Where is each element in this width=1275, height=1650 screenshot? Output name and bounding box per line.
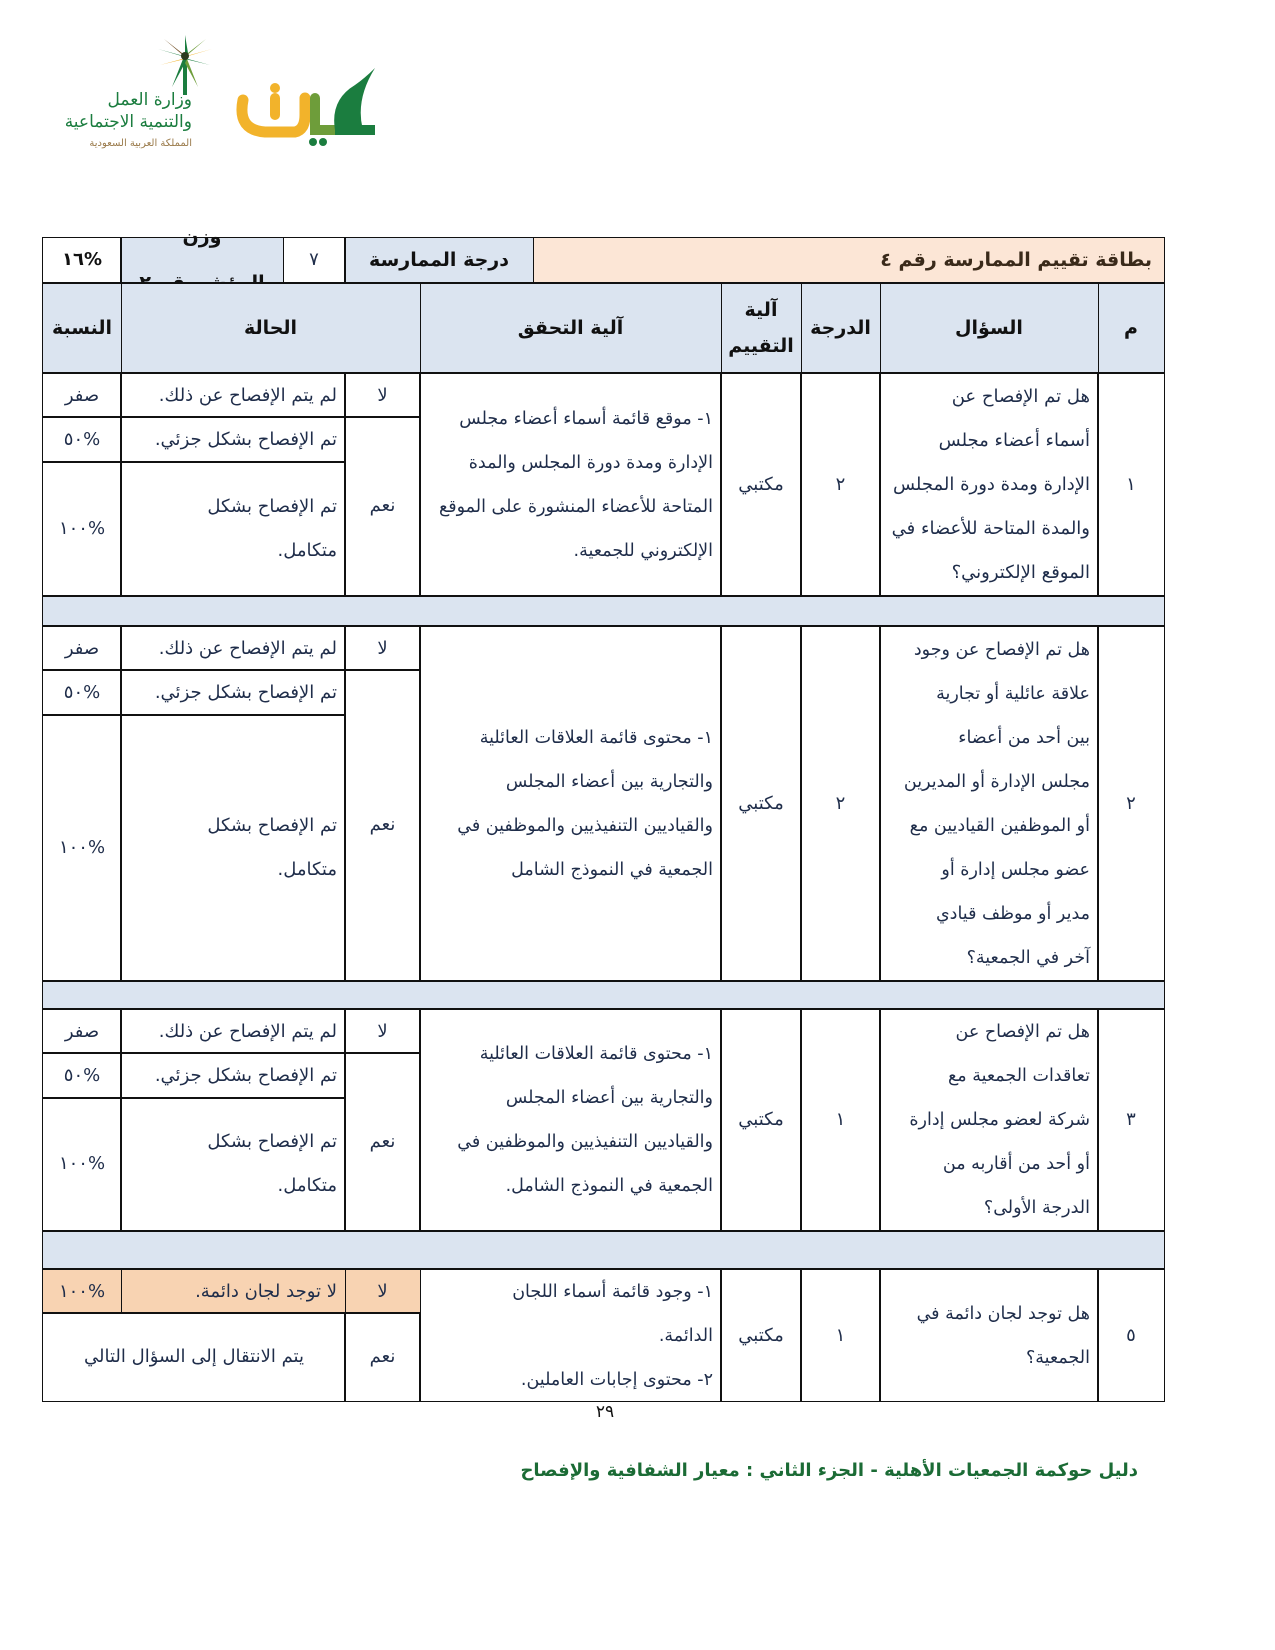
full-status [120,461,346,596]
indicator-weight-value [42,237,122,283]
partial-ratio-text: %٥٠ [63,681,101,703]
row-num [1097,1269,1165,1402]
footer-title: دليل حوكمة الجمعيات الأهلية - الجزء الثاني : معيار الشفافية والإفصاح [520,1460,1138,1481]
card-title-text: بطاقة تقييم الممارسة رقم ٤ [880,249,1152,271]
no-ratio-text: صفر [64,1020,100,1042]
row-verification [419,626,722,981]
full-ratio-text: %١٠٠ [58,836,106,858]
col-header-score-text: الدرجة [810,317,871,339]
full-status-line: تم الإفصاح بشكل [207,1131,337,1152]
full-status-line: تم الإفصاح بشكل [207,814,337,836]
yes-label [344,1052,421,1231]
full-ratio-text: %١٠٠ [58,517,106,539]
no-ratio [42,1269,122,1314]
no-ratio-text: صفر [64,384,100,406]
partial-status-text: تم الإفصاح بشكل جزئي. [154,428,337,450]
question-line: هل توجد لجان دائمة في [916,1303,1090,1324]
row-question [879,1009,1099,1231]
no-ratio-text: %١٠٠ [58,1280,106,1302]
verification-line: الإلكتروني للجمعية. [573,540,713,561]
row-score-text: ٢ [835,473,846,495]
row-verification [419,373,722,596]
col-header-method-line1: آلية [744,299,778,321]
col-header-method-line2: التقييم [728,335,794,357]
no-status-text: لم يتم الإفصاح عن ذلك. [158,384,337,406]
row-verification [419,1269,722,1402]
verification-line: ١- وجود قائمة أسماء اللجان [512,1281,713,1302]
verification-line: الإدارة ومدة دورة المجلس والمدة [468,452,713,473]
yes-label-text: نعم [369,1346,396,1367]
yes-label [344,669,421,981]
separator-band [42,981,1165,1009]
row-score-text: ١ [835,1324,846,1346]
ministry-name-line1: وزارة العمل [107,90,192,110]
question-line: هل تم الإفصاح عن [955,1022,1090,1042]
col-header-num [1097,283,1165,373]
no-status-text: لم يتم الإفصاح عن ذلك. [158,1020,337,1042]
row-num [1097,1009,1165,1231]
row-score-text: ٢ [835,792,846,814]
row-question [879,373,1099,596]
full-status [120,1097,346,1231]
row-num-text: ١ [1126,473,1136,495]
yes-status-text: يتم الانتقال إلى السؤال التالي [84,1346,304,1367]
question-line: الدرجة الأولى؟ [983,1198,1090,1218]
no-status [120,373,346,418]
yes-label-text: نعم [369,1130,396,1152]
question-line: تعاقدات الجمعية مع [947,1066,1090,1086]
row-num [1097,626,1165,981]
full-status-line: تم الإفصاح بشكل [207,495,337,517]
col-header-question-text: السؤال [955,317,1023,339]
question-line: الجمعية؟ [1025,1347,1090,1368]
question-line: آخر في الجمعية؟ [966,947,1090,968]
no-label-text: لا [377,1280,388,1302]
row-method [720,626,802,981]
row-num-text: ٥ [1126,1324,1136,1346]
question-line: الموقع الإلكتروني؟ [951,561,1090,583]
verification-line: ١- محتوى قائمة العلاقات العائلية [479,1044,713,1064]
verification-line: المتاحة للأعضاء المنشورة على الموقع [438,496,713,517]
col-header-score [800,283,881,373]
no-label [344,373,421,418]
verification-line: ١- موقع قائمة أسماء أعضاء مجلس [459,408,713,429]
question-line: مدير أو موظف قيادي [935,903,1090,924]
row-score [800,1009,881,1231]
yes-label-text: نعم [369,814,396,835]
no-ratio [42,1009,122,1054]
row-method [720,373,802,596]
row-method-text: مكتبي [738,1109,784,1130]
col-header-method [720,283,802,373]
no-status-text: لا توجد لجان دائمة. [195,1280,337,1302]
full-ratio [42,1097,122,1231]
page-number: ٢٩ [595,1402,615,1422]
no-status [120,1269,346,1314]
row-num [1097,373,1165,596]
verification-line: ٢- محتوى إجابات العاملين. [520,1369,713,1390]
partial-status [120,669,346,716]
palm-tree-icon [150,35,220,97]
partial-ratio [42,1052,122,1099]
no-status-text: لم يتم الإفصاح عن ذلك. [158,637,337,659]
ministry-name-line2: والتنمية الاجتماعية [64,112,192,132]
indicator-weight-label-text: وزن [182,226,222,248]
row-method-text: مكتبي [738,1324,784,1346]
row-method-text: مكتبي [738,792,784,814]
row-method [720,1269,802,1402]
full-status-line: متكامل. [277,539,337,561]
yes-status [42,1312,346,1402]
row-score-text: ١ [835,1109,846,1130]
full-status [120,714,346,981]
yes-label-text: نعم [369,495,396,516]
row-method-text: مكتبي [738,473,784,495]
verification-line: والتجارية بين أعضاء المجلس [505,1088,713,1108]
question-line: أو الموظفين القياديين مع [909,815,1090,836]
partial-ratio [42,416,122,463]
full-status-line: متكامل. [277,1175,337,1196]
row-method [720,1009,802,1231]
no-ratio [42,373,122,418]
verification-line: الجمعية في النموذج الشامل [511,859,713,880]
no-status [120,1009,346,1054]
no-status [120,626,346,671]
partial-status-text: تم الإفصاح بشكل جزئي. [154,681,337,703]
full-ratio [42,461,122,596]
col-header-status [120,283,421,373]
practice-degree-value [282,237,346,283]
card-title [532,237,1165,283]
col-header-verification-text: آلية التحقق [517,317,624,339]
row-num-text: ٣ [1126,1109,1136,1130]
verification-line: والقياديين التنفيذيين والموظفين في [457,1132,713,1152]
no-label-text: لا [377,637,388,659]
no-label-text: لا [377,1020,388,1042]
separator-band [42,1231,1165,1269]
col-header-ratio-text: النسبة [52,317,113,339]
no-label-text: لا [377,384,388,406]
col-header-num-text: م [1124,317,1138,339]
verification-line: الجمعية في النموذج الشامل. [505,1176,713,1196]
row-verification [419,1009,722,1231]
question-line: عضو مجلس إدارة أو [941,859,1090,880]
full-ratio [42,714,122,981]
question-line: هل تم الإفصاح عن وجود [913,639,1090,660]
row-question [879,626,1099,981]
partial-ratio-text: %٥٠ [63,428,101,450]
question-line: والمدة المتاحة للأعضاء في [891,517,1090,539]
full-ratio-text: %١٠٠ [58,1153,106,1174]
partial-ratio [42,669,122,716]
separator-band [42,596,1165,626]
no-label [344,1009,421,1054]
ministry-logo [60,30,200,160]
question-line: علاقة عائلية أو تجارية [936,683,1090,704]
no-label [344,1269,421,1314]
ministry-country: المملكة العربية السعودية [89,138,192,149]
col-header-status-text: الحالة [243,317,298,339]
practice-degree-label-text: درجة الممارسة [369,249,509,271]
question-line: بين أحد من أعضاء [958,727,1090,748]
col-header-question [879,283,1099,373]
practice-degree-label [344,237,534,283]
yes-label [344,1312,421,1402]
row-score [800,373,881,596]
yes-label [344,416,421,596]
question-line: الإدارة ومدة دورة المجلس [892,473,1090,495]
verification-line: والتجارية بين أعضاء المجلس [505,771,713,792]
no-label [344,626,421,671]
partial-ratio-text: %٥٠ [63,1064,101,1086]
question-line: هل تم الإفصاح عن [951,385,1090,407]
col-header-ratio [42,283,122,373]
practice-degree-value-text: ٧ [309,249,319,270]
row-num-text: ٢ [1126,792,1136,814]
partial-status [120,1052,346,1099]
row-question [879,1269,1099,1402]
partial-status-text: تم الإفصاح بشكل جزئي. [154,1064,337,1086]
question-line: شركة لعضو مجلس إدارة [909,1110,1090,1130]
brand-logo [235,60,385,150]
question-line: أسماء أعضاء مجلس [938,429,1090,451]
verification-line: ١- محتوى قائمة العلاقات العائلية [479,727,713,748]
question-line: مجلس الإدارة أو المديرين [903,771,1090,792]
no-ratio [42,626,122,671]
indicator-weight-label [120,226,284,283]
indicator-weight-value-text: %١٦ [61,249,103,270]
brand-mark-icon [235,60,385,150]
row-score [800,1269,881,1402]
col-header-verification [419,283,722,373]
question-line: أو أحد من أقاربه من [942,1154,1090,1174]
verification-line: والقياديين التنفيذيين والموظفين في [457,815,713,836]
verification-line: الدائمة. [658,1325,713,1346]
row-score [800,626,881,981]
no-ratio-text: صفر [64,637,100,659]
full-status-line: متكامل. [277,858,337,880]
partial-status [120,416,346,463]
